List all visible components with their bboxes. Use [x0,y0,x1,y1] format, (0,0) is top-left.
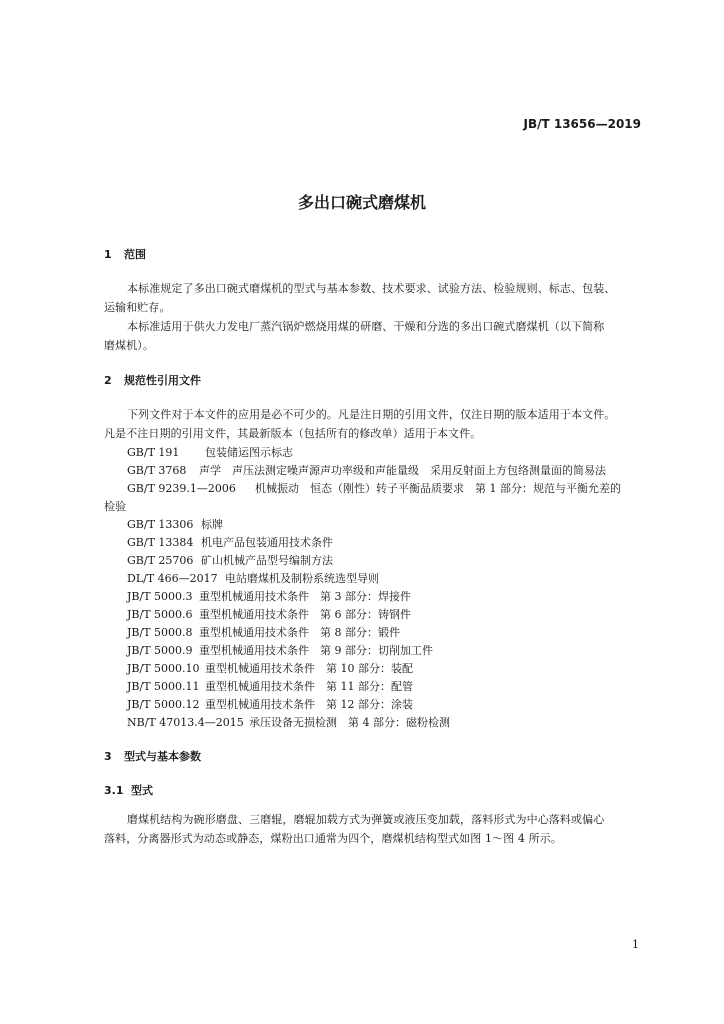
reference-code: JB/T 5000.9 [127,644,193,657]
subsection-3-1-heading [104,782,153,798]
paragraph-line: 磨煤机）。 [104,339,154,352]
reference-item [127,588,411,604]
section-title: 范围 [124,248,146,261]
reference-code: JB/T 5000.10 [127,662,200,675]
reference-code: JB/T 5000.11 [127,680,200,693]
paragraph-line: 运输和贮存。 [104,301,171,314]
paragraph-line: 下列文件对于本文件的应用是必不可少的。凡是注日期的引用文件，仅注日期的版本适用于本文件。 [127,408,616,421]
reference-item [127,624,400,640]
section-2-heading [104,372,201,388]
paragraph-line: 本标准规定了多出口碗式磨煤机的型式与基本参数、技术要求、试验方法、检验规则、标志、包装、 [127,282,616,295]
reference-code: GB/T 9239.1—2006 [127,482,236,495]
reference-title: 重型机械通用技术条件 第 8 部分：锻件 [199,626,400,639]
section-number: 2 [104,374,112,387]
section-3-heading [104,748,201,764]
subsection-title: 型式 [131,784,153,797]
reference-item [127,462,606,478]
reference-item [127,696,413,712]
reference-title: 重型机械通用技术条件 第 3 部分：焊接件 [199,590,411,603]
reference-code: JB/T 5000.8 [127,626,193,639]
section-number: 3 [104,750,112,763]
reference-title: 电站磨煤机及制粉系统选型导则 [225,572,379,585]
reference-code: JB/T 5000.12 [127,698,200,711]
paragraph-line: 凡是不注日期的引用文件，其最新版本（包括所有的修改单）适用于本文件。 [104,427,482,440]
reference-item [127,714,450,730]
reference-title: 矿山机械产品型号编制方法 [201,554,333,567]
reference-item [127,444,293,460]
reference-title: 重型机械通用技术条件 第 6 部分：铸钢件 [199,608,411,621]
standard-number: JB/T 13656—2019 [523,117,641,131]
reference-title: 承压设备无损检测 第 4 部分：磁粉检测 [249,716,450,729]
section-1-heading [104,246,146,262]
reference-title: 机电产品包装通用技术条件 [201,536,333,549]
reference-item [127,552,333,568]
reference-item [127,642,433,658]
section-title: 型式与基本参数 [124,750,201,763]
reference-code: JB/T 5000.6 [127,608,193,621]
reference-code: GB/T 191 [127,446,180,459]
page-number: 1 [632,938,639,951]
subsection-number: 3.1 [104,784,124,797]
reference-title: 重型机械通用技术条件 第 12 部分：涂装 [205,698,413,711]
reference-title: 重型机械通用技术条件 第 10 部分：装配 [205,662,413,675]
reference-item [127,570,379,586]
reference-title: 标牌 [201,518,223,531]
reference-title: 包装储运图示标志 [205,446,293,459]
document-title: 多出口碗式磨煤机 [297,193,426,212]
reference-item [127,678,413,694]
reference-title: 重型机械通用技术条件 第 9 部分：切削加工件 [199,644,433,657]
reference-code: NB/T 47013.4—2015 [127,716,244,729]
reference-code: JB/T 5000.3 [127,590,193,603]
paragraph-line: 磨煤机结构为碗形磨盘、三磨辊，磨辊加载方式为弹簧或液压变加载，落料形式为中心落料或偏心 [127,813,605,826]
section-number: 1 [104,248,112,261]
paragraph-line: 落料，分离器形式为动态或静态，煤粉出口通常为四个，磨煤机结构型式如图 1～图 4 所示。 [104,832,562,845]
reference-item [127,660,413,676]
reference-item [127,606,411,622]
reference-title: 声学 声压法测定噪声源声功率级和声能量级 采用反射面上方包络测量面的简易法 [199,464,606,477]
reference-code: DL/T 466—2017 [127,572,218,585]
reference-code: GB/T 13384 [127,536,194,549]
reference-code: GB/T 25706 [127,554,194,567]
reference-item [127,534,333,550]
reference-code: GB/T 13306 [127,518,194,531]
section-title: 规范性引用文件 [124,374,201,387]
reference-code: GB/T 3768 [127,464,187,477]
reference-title: 重型机械通用技术条件 第 11 部分：配管 [205,680,413,693]
reference-item [127,516,223,532]
reference-continuation: 检验 [104,500,127,513]
reference-title: 机械振动 恒态（刚性）转子平衡品质要求 第 1 部分：规范与平衡允差的 [255,482,621,495]
reference-item [127,480,621,496]
paragraph-line: 本标准适用于供火力发电厂蒸汽锅炉燃烧用煤的研磨、干燥和分选的多出口碗式磨煤机（以下简称 [127,320,605,333]
